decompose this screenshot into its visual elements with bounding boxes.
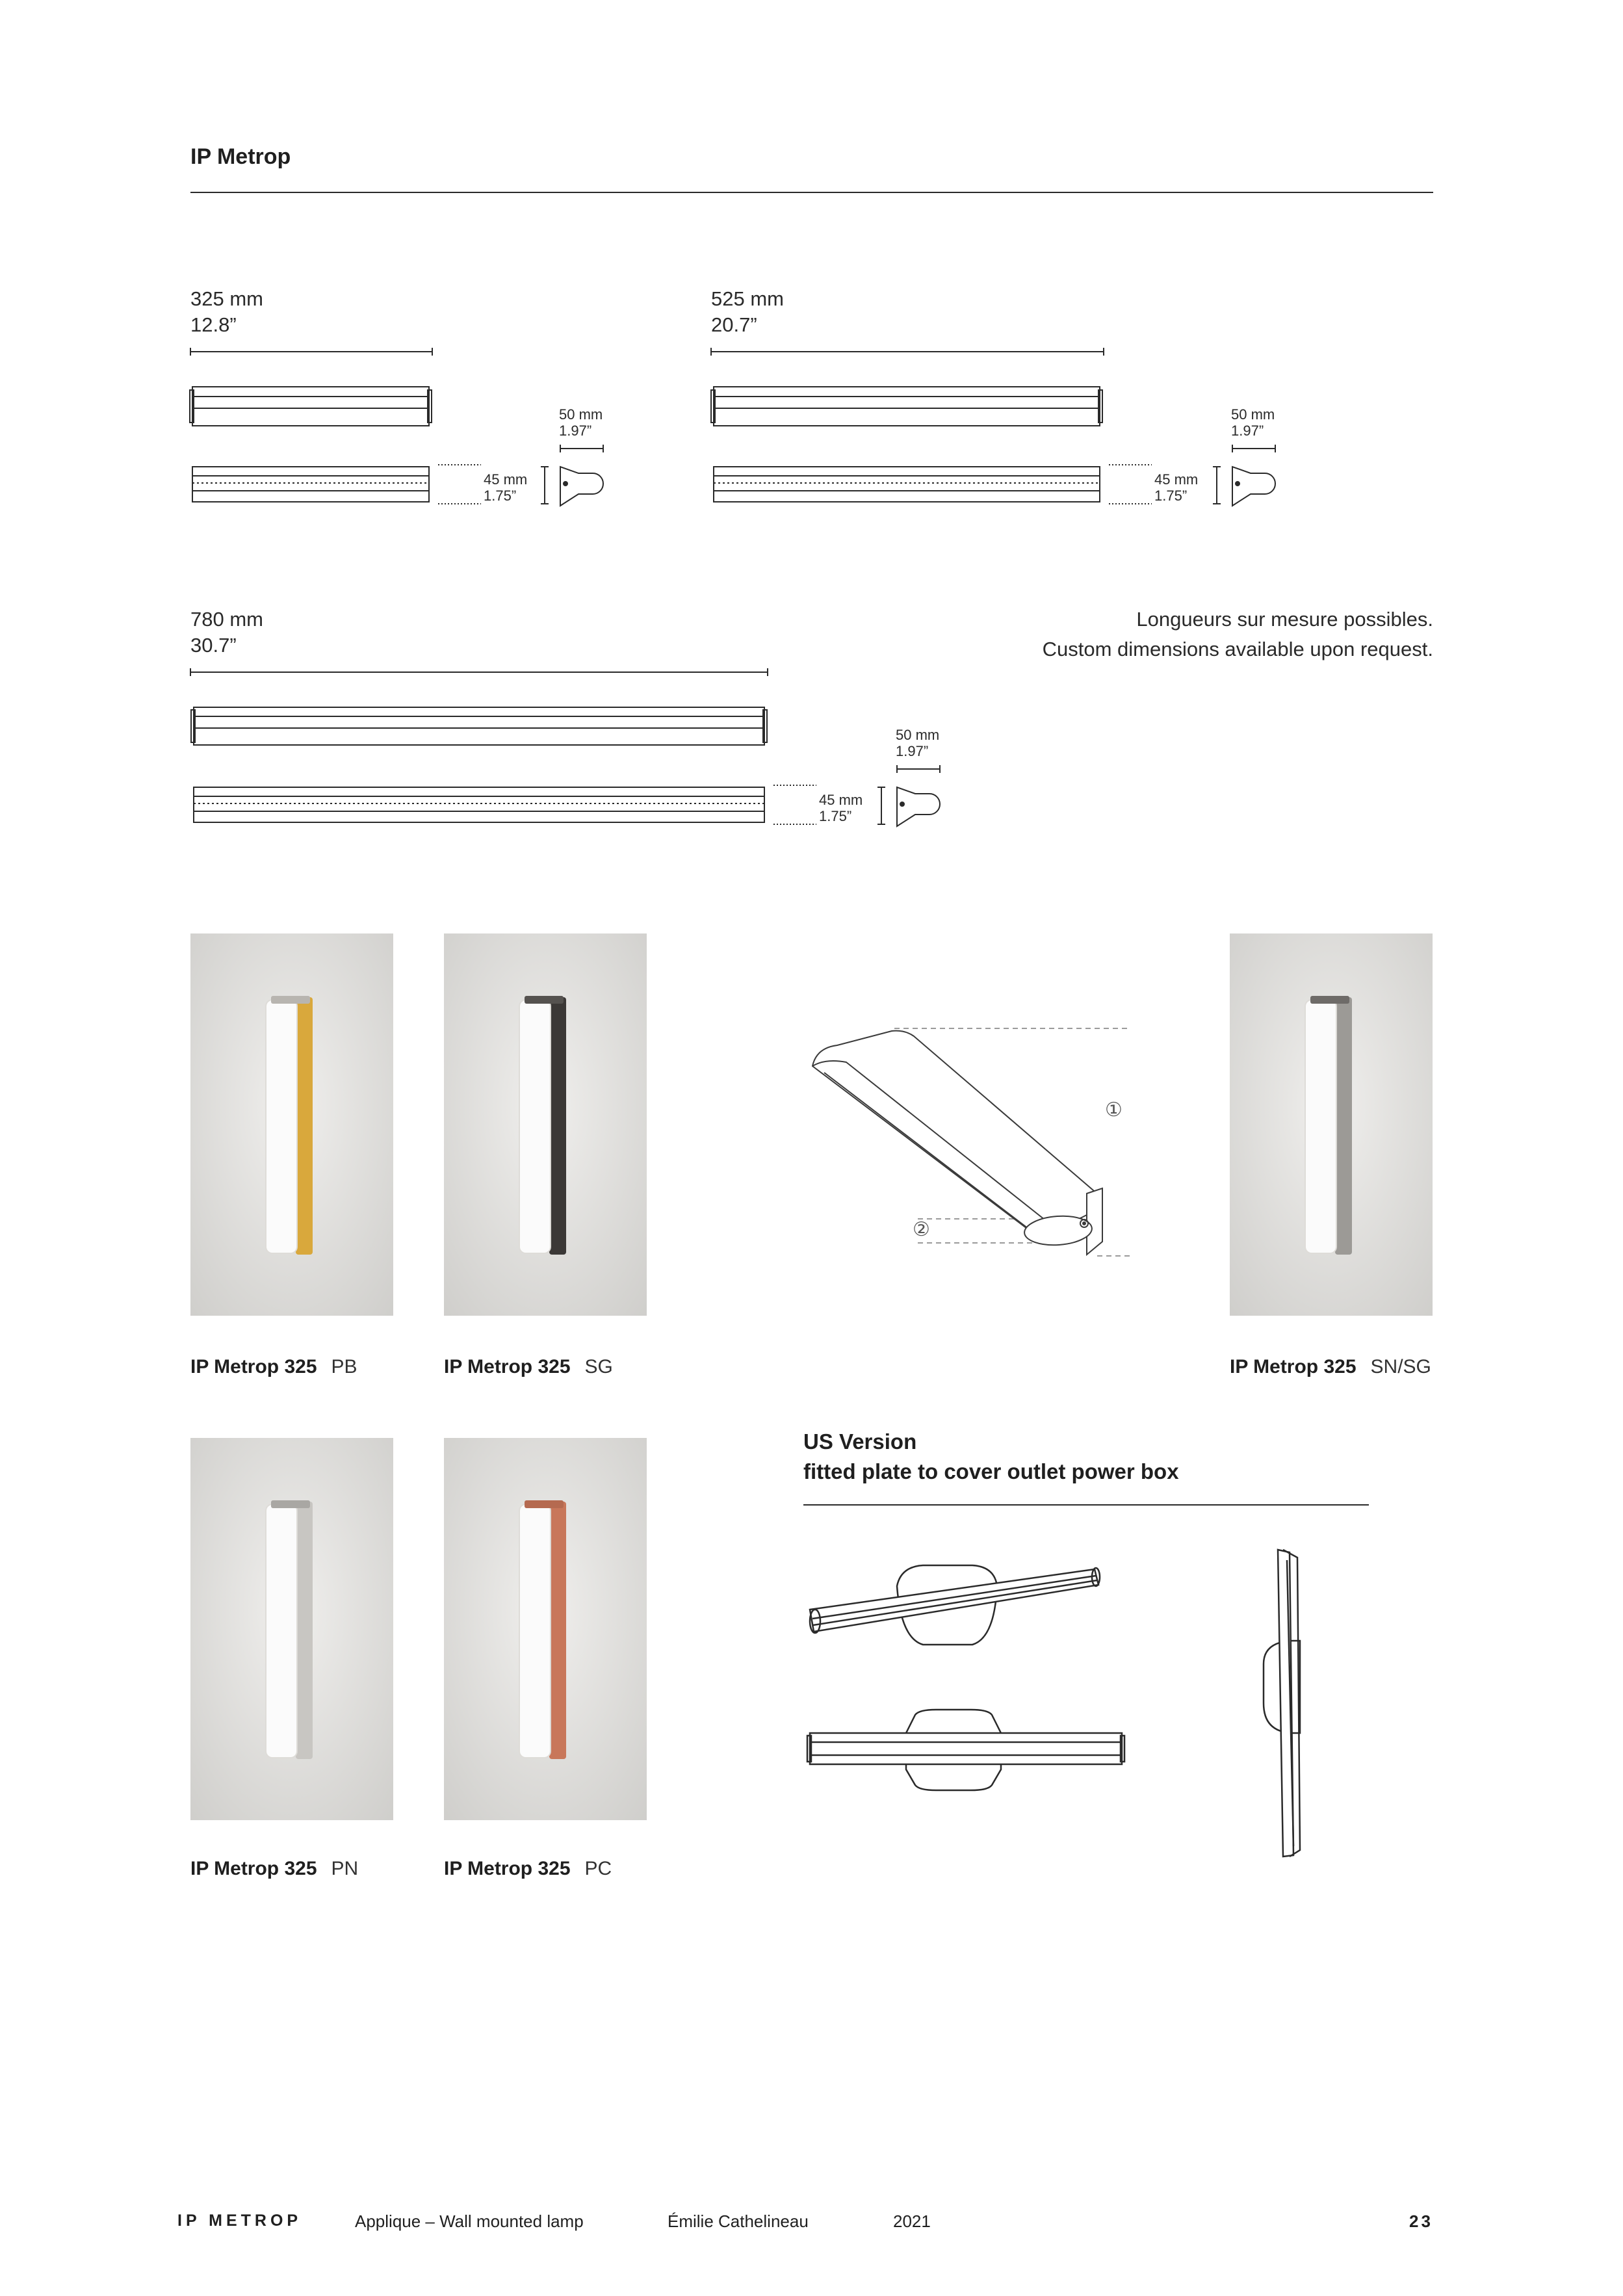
note-line-en: Custom dimensions available upon request. [1042,638,1433,660]
dim-325-length-in: 12.8” [190,313,237,336]
dim-780-depth-in: 1.97” [896,743,929,759]
caption-pc-name: IP Metrop 325 [444,1858,571,1879]
dim-525-length-mm: 525 mm [711,287,784,310]
dim-780-length-mm: 780 mm [190,608,263,631]
page-title: IP Metrop [190,144,291,169]
caption-pb-name: IP Metrop 325 [190,1356,317,1377]
dim-780-height-mm: 45 mm [819,792,863,808]
dim-325-height-in: 1.75” [484,488,517,504]
caption-sg-name: IP Metrop 325 [444,1356,571,1377]
footer-year: 2021 [893,2211,931,2231]
page-number: 23 [1409,2211,1433,2231]
footer-designer: Émilie Cathelineau [668,2211,809,2231]
footer-brand: IP METROP [177,2211,302,2230]
dim-525-length-in: 20.7” [711,313,757,336]
dim-325-length-mm: 325 mm [190,287,263,310]
diagram-marker-1: ① [1105,1099,1123,1121]
caption-pb-code: PB [331,1356,357,1377]
dim-525-depth-mm: 50 mm [1231,406,1275,423]
dim-325-height-mm: 45 mm [484,471,528,488]
diagram-marker-2: ② [913,1219,930,1240]
dim-780-length-in: 30.7” [190,634,237,657]
caption-pn-code: PN [331,1858,359,1879]
dim-325-depth-in: 1.97” [559,423,592,439]
dim-780-height-in: 1.75” [819,808,852,824]
dim-780-depth-mm: 50 mm [896,727,940,743]
caption-pc-code: PC [584,1858,612,1879]
us-version-title-line1: US Version [803,1429,917,1454]
caption-snsg-code: SN/SG [1370,1356,1431,1377]
caption-sg-code: SG [584,1356,613,1377]
dim-525-depth-in: 1.97” [1231,423,1264,439]
note-line-fr: Longueurs sur mesure possibles. [1136,608,1433,631]
dim-525-height-in: 1.75” [1154,488,1188,504]
footer-type: Applique – Wall mounted lamp [355,2211,584,2231]
dim-325-depth-mm: 50 mm [559,406,603,423]
caption-pn-name: IP Metrop 325 [190,1858,317,1879]
caption-snsg-name: IP Metrop 325 [1230,1356,1357,1377]
dim-525-height-mm: 45 mm [1154,471,1199,488]
us-version-title-line2: fitted plate to cover outlet power box [803,1459,1179,1483]
